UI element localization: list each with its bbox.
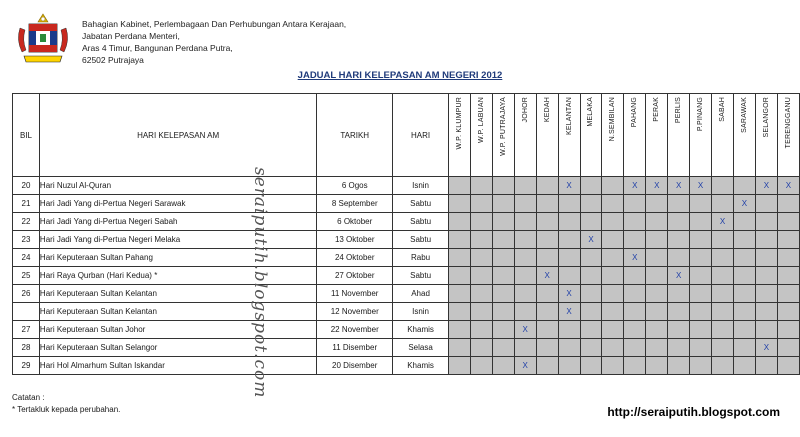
state-mark-cell [624, 357, 646, 375]
state-mark-cell [777, 249, 799, 267]
holiday-day: Sabtu [393, 231, 449, 249]
row-number: 26 [13, 285, 40, 303]
column-header-holiday: HARI KELEPASAN AM [39, 94, 316, 177]
state-mark-cell: X [712, 213, 734, 231]
state-mark-cell [602, 195, 624, 213]
state-mark-cell [470, 177, 492, 195]
state-mark-cell [668, 357, 690, 375]
holiday-day: Sabtu [393, 195, 449, 213]
state-mark-cell [777, 357, 799, 375]
state-mark-cell [492, 303, 514, 321]
state-mark-cell [536, 213, 558, 231]
state-mark-cell [492, 285, 514, 303]
state-mark-cell [558, 195, 580, 213]
state-header [646, 94, 668, 177]
state-mark-cell [514, 267, 536, 285]
state-mark-cell [514, 249, 536, 267]
row-number: 28 [13, 339, 40, 357]
state-mark-cell: X [777, 177, 799, 195]
state-mark-cell [449, 321, 471, 339]
state-mark-cell [514, 177, 536, 195]
state-mark-cell [733, 213, 755, 231]
state-header [777, 94, 799, 177]
state-header [536, 94, 558, 177]
state-mark-cell [668, 321, 690, 339]
state-mark-cell [690, 303, 712, 321]
state-mark-cell [580, 357, 602, 375]
state-header-label: N.SEMBILAN [609, 97, 617, 142]
state-mark-cell [646, 231, 668, 249]
state-header-label: W.P. LABUAN [477, 97, 485, 144]
state-mark-cell [580, 195, 602, 213]
state-mark-cell [733, 267, 755, 285]
state-mark-cell [690, 267, 712, 285]
holiday-date: 22 November [317, 321, 393, 339]
state-mark-cell [755, 195, 777, 213]
state-mark-cell [777, 267, 799, 285]
state-mark-cell [777, 303, 799, 321]
state-mark-cell [536, 303, 558, 321]
state-mark-cell [646, 303, 668, 321]
row-number: 22 [13, 213, 40, 231]
state-mark-cell [624, 285, 646, 303]
column-header-bil: BIL [13, 94, 40, 177]
holiday-date: 27 Oktober [317, 267, 393, 285]
state-mark-cell [449, 249, 471, 267]
holiday-name: Hari Keputeraan Sultan Kelantan [39, 303, 316, 321]
state-mark-cell [470, 195, 492, 213]
state-mark-cell [536, 231, 558, 249]
state-mark-cell [514, 213, 536, 231]
state-mark-cell [712, 231, 734, 249]
state-mark-cell [449, 285, 471, 303]
table-row [13, 177, 800, 195]
state-mark-cell [492, 339, 514, 357]
state-header-label: KELANTAN [565, 97, 573, 136]
row-number: 20 [13, 177, 40, 195]
state-mark-cell [690, 231, 712, 249]
state-mark-cell: X [514, 357, 536, 375]
state-mark-cell: X [558, 303, 580, 321]
holiday-date: 24 Oktober [317, 249, 393, 267]
state-mark-cell [492, 213, 514, 231]
state-mark-cell [449, 339, 471, 357]
state-mark-cell [712, 195, 734, 213]
state-mark-cell [668, 285, 690, 303]
header-row [13, 94, 800, 177]
row-number: 25 [13, 267, 40, 285]
state-mark-cell [602, 321, 624, 339]
state-mark-cell [470, 357, 492, 375]
state-mark-cell [733, 303, 755, 321]
state-mark-cell [624, 303, 646, 321]
state-mark-cell [646, 195, 668, 213]
state-mark-cell [470, 213, 492, 231]
state-mark-cell [492, 267, 514, 285]
state-header-label: PERLIS [675, 97, 683, 124]
table-row [13, 249, 800, 267]
state-mark-cell [580, 339, 602, 357]
state-mark-cell [646, 213, 668, 231]
holiday-date: 11 November [317, 285, 393, 303]
state-mark-cell [668, 303, 690, 321]
state-mark-cell [777, 321, 799, 339]
state-mark-cell [536, 321, 558, 339]
notes-text: * Tertakluk kepada perubahan. [12, 405, 121, 414]
holiday-name: Hari Nuzul Al-Quran [39, 177, 316, 195]
state-mark-cell [690, 321, 712, 339]
state-mark-cell: X [514, 321, 536, 339]
state-header-label: MELAKA [587, 97, 595, 127]
holiday-name: Hari Keputeraan Sultan Selangor [39, 339, 316, 357]
table-row [13, 321, 800, 339]
state-header-label: PAHANG [631, 97, 639, 128]
state-header-label: SARAWAK [740, 97, 748, 133]
state-mark-cell [536, 249, 558, 267]
state-mark-cell [646, 357, 668, 375]
state-mark-cell [712, 303, 734, 321]
state-header-label: W.P. PUTRAJAYA [499, 97, 507, 156]
table-row [13, 357, 800, 375]
state-mark-cell [536, 195, 558, 213]
state-mark-cell [470, 267, 492, 285]
holiday-day: Sabtu [393, 267, 449, 285]
state-mark-cell [646, 249, 668, 267]
state-mark-cell [492, 177, 514, 195]
blog-url[interactable]: http://seraiputih.blogspot.com [607, 405, 780, 419]
table-row [13, 195, 800, 213]
state-mark-cell [580, 285, 602, 303]
state-mark-cell [602, 285, 624, 303]
state-mark-cell [470, 321, 492, 339]
state-mark-cell [777, 285, 799, 303]
state-mark-cell: X [536, 267, 558, 285]
state-header [712, 94, 734, 177]
state-mark-cell [690, 195, 712, 213]
state-mark-cell [777, 231, 799, 249]
state-mark-cell [492, 249, 514, 267]
state-mark-cell [646, 267, 668, 285]
state-mark-cell: X [646, 177, 668, 195]
state-mark-cell [733, 249, 755, 267]
state-mark-cell [580, 213, 602, 231]
notes-block [12, 392, 120, 416]
state-mark-cell [624, 231, 646, 249]
state-mark-cell [777, 195, 799, 213]
state-header-label: TERENGGANU [784, 97, 792, 149]
holiday-name: Hari Jadi Yang di-Pertua Negeri Sarawak [39, 195, 316, 213]
document-title [0, 70, 800, 81]
state-mark-cell [514, 285, 536, 303]
state-mark-cell [470, 231, 492, 249]
state-header-label: PERAK [653, 97, 661, 122]
state-mark-cell [712, 249, 734, 267]
state-mark-cell [602, 303, 624, 321]
state-mark-cell [580, 303, 602, 321]
state-mark-cell [646, 285, 668, 303]
state-mark-cell [733, 339, 755, 357]
state-mark-cell [558, 267, 580, 285]
state-mark-cell [449, 195, 471, 213]
state-mark-cell [558, 339, 580, 357]
table-row [13, 213, 800, 231]
state-mark-cell [624, 321, 646, 339]
state-mark-cell: X [580, 231, 602, 249]
document-title-text: JADUAL HARI KELEPASAN AM NEGERI 2012 [297, 70, 503, 81]
state-mark-cell: X [558, 177, 580, 195]
state-mark-cell [624, 213, 646, 231]
row-number: 24 [13, 249, 40, 267]
state-mark-cell [712, 267, 734, 285]
holiday-date: 8 September [317, 195, 393, 213]
state-mark-cell [646, 339, 668, 357]
state-header [492, 94, 514, 177]
row-number: 27 [13, 321, 40, 339]
state-mark-cell [492, 231, 514, 249]
state-mark-cell [690, 339, 712, 357]
holiday-date: 13 Oktober [317, 231, 393, 249]
state-mark-cell [580, 177, 602, 195]
state-mark-cell [668, 249, 690, 267]
state-mark-cell [536, 357, 558, 375]
state-mark-cell [690, 249, 712, 267]
state-mark-cell: X [624, 177, 646, 195]
state-mark-cell [558, 231, 580, 249]
state-mark-cell [492, 321, 514, 339]
state-mark-cell [449, 213, 471, 231]
holiday-day: Ahad [393, 285, 449, 303]
state-header-label: SABAH [719, 97, 727, 122]
state-header-label: KEDAH [543, 97, 551, 123]
holiday-date: 11 Disember [317, 339, 393, 357]
column-header-day: HARI [393, 94, 449, 177]
state-mark-cell [449, 177, 471, 195]
column-header-date: TARIKH [317, 94, 393, 177]
state-mark-cell [624, 195, 646, 213]
state-mark-cell [755, 303, 777, 321]
state-header-label: SELANGOR [762, 97, 770, 138]
state-mark-cell [449, 231, 471, 249]
state-mark-cell [755, 213, 777, 231]
row-number [13, 303, 40, 321]
state-mark-cell [558, 321, 580, 339]
holiday-day: Isnin [393, 177, 449, 195]
state-mark-cell [668, 213, 690, 231]
state-mark-cell [755, 249, 777, 267]
table-row [13, 231, 800, 249]
state-header [602, 94, 624, 177]
state-mark-cell [690, 285, 712, 303]
state-mark-cell [733, 285, 755, 303]
table-row [13, 339, 800, 357]
state-mark-cell [470, 339, 492, 357]
state-mark-cell [668, 195, 690, 213]
state-mark-cell [449, 267, 471, 285]
table-row [13, 303, 800, 321]
state-mark-cell [602, 177, 624, 195]
holiday-day: Rabu [393, 249, 449, 267]
holiday-date: 6 Oktober [317, 213, 393, 231]
state-mark-cell [536, 339, 558, 357]
state-mark-cell [492, 357, 514, 375]
table-row [13, 267, 800, 285]
state-header [558, 94, 580, 177]
state-mark-cell [733, 357, 755, 375]
state-mark-cell [580, 249, 602, 267]
state-mark-cell [668, 231, 690, 249]
holiday-day: Isnin [393, 303, 449, 321]
state-mark-cell [712, 339, 734, 357]
state-mark-cell [733, 321, 755, 339]
state-header [733, 94, 755, 177]
state-header [580, 94, 602, 177]
state-mark-cell [536, 177, 558, 195]
notes-label: Catatan : [12, 393, 45, 402]
state-mark-cell [690, 213, 712, 231]
state-mark-cell: X [755, 177, 777, 195]
state-mark-cell [602, 249, 624, 267]
state-mark-cell [514, 339, 536, 357]
table-row [13, 285, 800, 303]
state-mark-cell [470, 249, 492, 267]
state-mark-cell [558, 249, 580, 267]
state-mark-cell: X [755, 339, 777, 357]
state-mark-cell: X [668, 177, 690, 195]
holiday-name: Hari Hol Almarhum Sultan Iskandar [39, 357, 316, 375]
state-header [624, 94, 646, 177]
state-mark-cell [602, 267, 624, 285]
state-header [668, 94, 690, 177]
state-mark-cell [733, 231, 755, 249]
blog-watermark: seraiputih.blogspot.com [250, 167, 270, 399]
state-mark-cell [580, 321, 602, 339]
row-number: 23 [13, 231, 40, 249]
holiday-name: Hari Jadi Yang di-Pertua Negeri Melaka [39, 231, 316, 249]
address-line: Jabatan Perdana Menteri, [82, 31, 180, 41]
state-mark-cell [712, 357, 734, 375]
state-mark-cell [514, 195, 536, 213]
state-mark-cell [558, 213, 580, 231]
state-mark-cell [777, 213, 799, 231]
holiday-name: Hari Keputeraan Sultan Pahang [39, 249, 316, 267]
holiday-day: Sabtu [393, 213, 449, 231]
state-mark-cell [558, 357, 580, 375]
state-mark-cell [514, 303, 536, 321]
state-mark-cell: X [558, 285, 580, 303]
holiday-name: Hari Jadi Yang di-Pertua Negeri Sabah [39, 213, 316, 231]
state-header [470, 94, 492, 177]
state-mark-cell [470, 303, 492, 321]
state-mark-cell [580, 267, 602, 285]
row-number: 29 [13, 357, 40, 375]
holiday-day: Khamis [393, 321, 449, 339]
state-mark-cell [470, 285, 492, 303]
state-mark-cell [449, 303, 471, 321]
address-line: Bahagian Kabinet, Perlembagaan Dan Perhubungan Antara Kerajaan, [82, 19, 347, 29]
state-mark-cell [602, 357, 624, 375]
malaysia-coat-of-arms-emblem [12, 10, 74, 68]
state-mark-cell [449, 357, 471, 375]
state-mark-cell: X [624, 249, 646, 267]
state-mark-cell [602, 213, 624, 231]
state-mark-cell [668, 339, 690, 357]
holiday-name: Hari Raya Qurban (Hari Kedua) * [39, 267, 316, 285]
state-mark-cell [602, 231, 624, 249]
address-line: Aras 4 Timur, Bangunan Perdana Putra, [82, 43, 233, 53]
state-mark-cell [514, 231, 536, 249]
state-header-label: P.PINANG [697, 97, 705, 132]
state-mark-cell [755, 267, 777, 285]
state-mark-cell: X [690, 177, 712, 195]
ministry-address-block [82, 18, 346, 66]
state-mark-cell [646, 321, 668, 339]
state-mark-cell [733, 177, 755, 195]
row-number: 21 [13, 195, 40, 213]
state-mark-cell [755, 357, 777, 375]
state-mark-cell: X [733, 195, 755, 213]
state-mark-cell: X [668, 267, 690, 285]
state-mark-cell [755, 285, 777, 303]
state-header [449, 94, 471, 177]
state-mark-cell [492, 195, 514, 213]
state-mark-cell [712, 177, 734, 195]
state-mark-cell [624, 267, 646, 285]
holiday-date: 12 November [317, 303, 393, 321]
holiday-name: Hari Keputeraan Sultan Johor [39, 321, 316, 339]
holiday-day: Khamis [393, 357, 449, 375]
state-header [514, 94, 536, 177]
state-mark-cell [602, 339, 624, 357]
holiday-name: Hari Keputeraan Sultan Kelantan [39, 285, 316, 303]
state-mark-cell [690, 357, 712, 375]
state-mark-cell [712, 285, 734, 303]
holiday-date: 6 Ogos [317, 177, 393, 195]
state-header [690, 94, 712, 177]
state-mark-cell [777, 339, 799, 357]
state-header-label: JOHOR [521, 97, 529, 123]
state-header-label: W.P. KLUMPUR [455, 97, 463, 150]
state-mark-cell [536, 285, 558, 303]
state-header [755, 94, 777, 177]
state-mark-cell [755, 231, 777, 249]
state-mark-cell [624, 339, 646, 357]
state-mark-cell [712, 321, 734, 339]
holiday-date: 20 Disember [317, 357, 393, 375]
address-line: 62502 Putrajaya [82, 55, 144, 65]
holiday-day: Selasa [393, 339, 449, 357]
state-mark-cell [755, 321, 777, 339]
